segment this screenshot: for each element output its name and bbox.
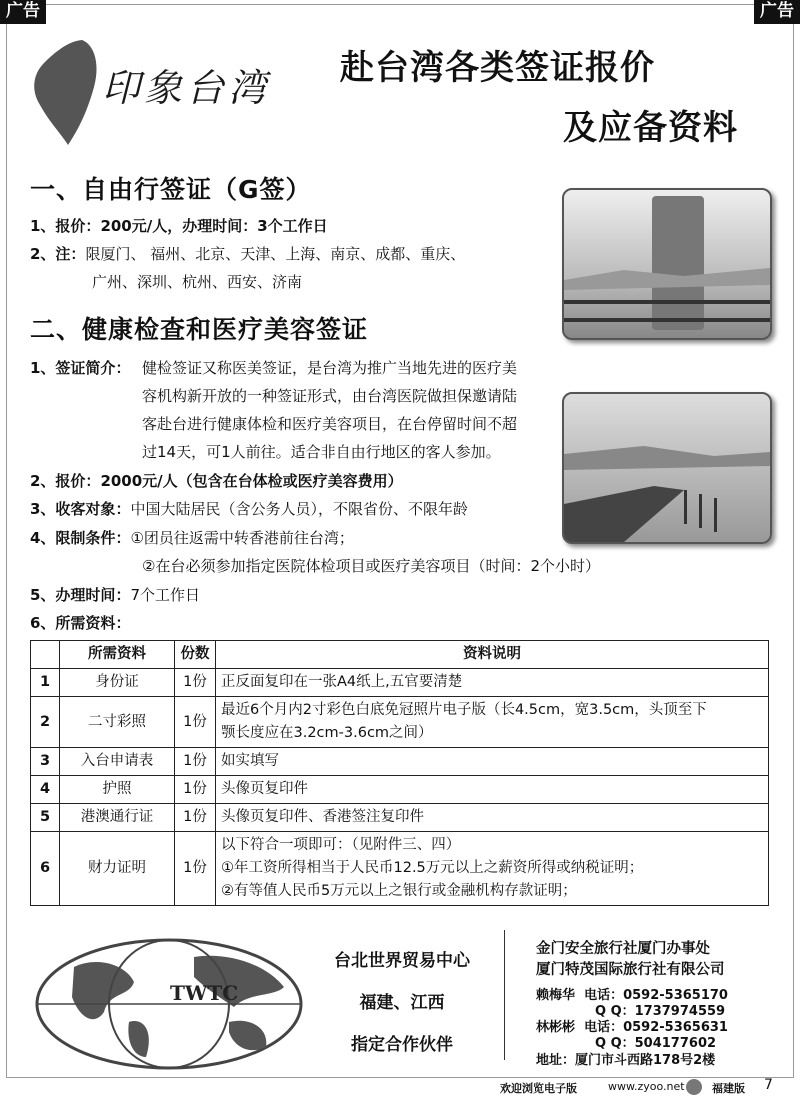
table-row: 5 港澳通行证 1份 头像页复印件、香港签注复印件 — [31, 804, 769, 832]
s1-item2-cont: 广州、深圳、杭州、西安、济南 — [92, 273, 303, 291]
partner-line1: 台北世界贸易中心 — [334, 951, 470, 971]
s2-intro-label: 1、签证简介： — [30, 359, 131, 377]
s2-intro-line4: 过14天，可1人前往。适合非自由行地区的客人参加。 — [142, 443, 501, 461]
partner-line3: 指定合作伙伴 — [351, 1035, 453, 1055]
table-row: 6 财力证明 1份 以下符合一项即可：（见附件三、四） ①年工资所得相当于人民币12.5万元以上之薪资所得或纳税证明； ②有等值人民币5万元以上之银行或金融机构存款证明； — [31, 832, 769, 906]
bottom-url[interactable]: www.zyoo.net — [608, 1080, 685, 1093]
table-header-row — [31, 641, 769, 669]
page-number: 7 — [764, 1077, 773, 1093]
page-title-line1: 赴台湾各类签证报价 — [340, 48, 655, 88]
logo-text: 印象台湾 — [102, 66, 271, 110]
ad-tag-right: 广告 — [754, 0, 800, 24]
bottom-welcome: 欢迎浏览电子版 — [500, 1082, 577, 1095]
s2-target: 3、收客对象：中国大陆居民（含公务人员），不限省份、不限年龄 — [30, 500, 468, 518]
twtc-logo-text: TWTC — [170, 981, 239, 1005]
s1-item1: 1、报价：200元/人，办理时间：3个工作日 — [30, 217, 328, 235]
contact-2-phone: 林彬彬 电话：0592-5365631 — [536, 1020, 728, 1035]
page-title-line2: 及应备资料 — [563, 108, 738, 148]
photo-stone-monument — [562, 188, 772, 340]
contact-1-phone: 赖梅华 电话：0592-5365170 — [536, 988, 728, 1003]
s2-price: 2、报价：2000元/人（包含在台体检或医疗美容费用） — [30, 472, 403, 490]
table-header-doc: 所需资料 — [60, 641, 175, 669]
table-header-num — [31, 641, 60, 669]
impression-taiwan-logo — [20, 35, 330, 155]
s2-time: 5、办理时间：7个工作日 — [30, 586, 200, 604]
table-row: 3 入台申请表 1份 如实填写 — [31, 748, 769, 776]
table-header-qty: 份数 — [175, 641, 216, 669]
s2-intro-line1: 健检签证又称医美签证，是台湾为推广当地先进的医疗美 — [142, 359, 518, 377]
s2-limit-2: ②在台必须参加指定医院体检项目或医疗美容项目（时间：2个小时） — [142, 557, 600, 575]
footer-divider — [504, 930, 505, 1060]
agency-name-1: 金门安全旅行社厦门办事处 — [536, 941, 710, 957]
contact-1-qq: Q Q：1737974559 — [595, 1004, 726, 1019]
zyoo-logo-icon — [686, 1079, 702, 1095]
table-row: 1 身份证 1份 正反面复印在一张A4纸上,五官要清楚 — [31, 669, 769, 697]
ad-tag-left: 广告 — [0, 0, 46, 24]
taiwan-island-icon — [20, 35, 110, 150]
s2-intro-line3: 客赴台进行健康体检和医疗美容项目，在台停留时间不超 — [142, 415, 518, 433]
s2-limit: 4、限制条件：①团员往返需中转香港前往台湾； — [30, 529, 354, 547]
bottom-edition: 福建版 — [712, 1082, 745, 1095]
s1-item2: 2、注：限厦门、 福州、北京、天津、上海、南京、成都、重庆、 — [30, 245, 466, 263]
table-header-desc: 资料说明 — [216, 641, 769, 669]
table-row: 2 二寸彩照 1份 最近6个月内2寸彩色白底免冠照片电子版（长4.5cm，宽3.5cm，头顶至下 颚长度应在3.2cm-3.6cm之间） — [31, 697, 769, 748]
agency-name-2: 厦门特茂国际旅行社有限公司 — [536, 962, 725, 978]
partner-line2: 福建、江西 — [359, 993, 445, 1013]
twtc-globe-logo — [34, 937, 304, 1072]
agency-address: 地址：厦门市斗西路178号2楼 — [536, 1053, 716, 1068]
s2-docs-label: 6、所需资料： — [30, 614, 131, 632]
section1-heading: 一、自由行签证（G签） — [30, 175, 312, 204]
s2-intro-line2: 容机构新开放的一种签证形式，由台湾医院做担保邀请陆 — [142, 387, 518, 405]
contact-2-qq: Q Q：504177602 — [595, 1036, 717, 1051]
globe-icon — [34, 937, 304, 1072]
photo-lake-pier — [562, 392, 772, 544]
table-row: 4 护照 1份 头像页复印件 — [31, 776, 769, 804]
required-documents-table — [30, 640, 769, 906]
section2-heading: 二、健康检查和医疗美容签证 — [30, 315, 369, 344]
